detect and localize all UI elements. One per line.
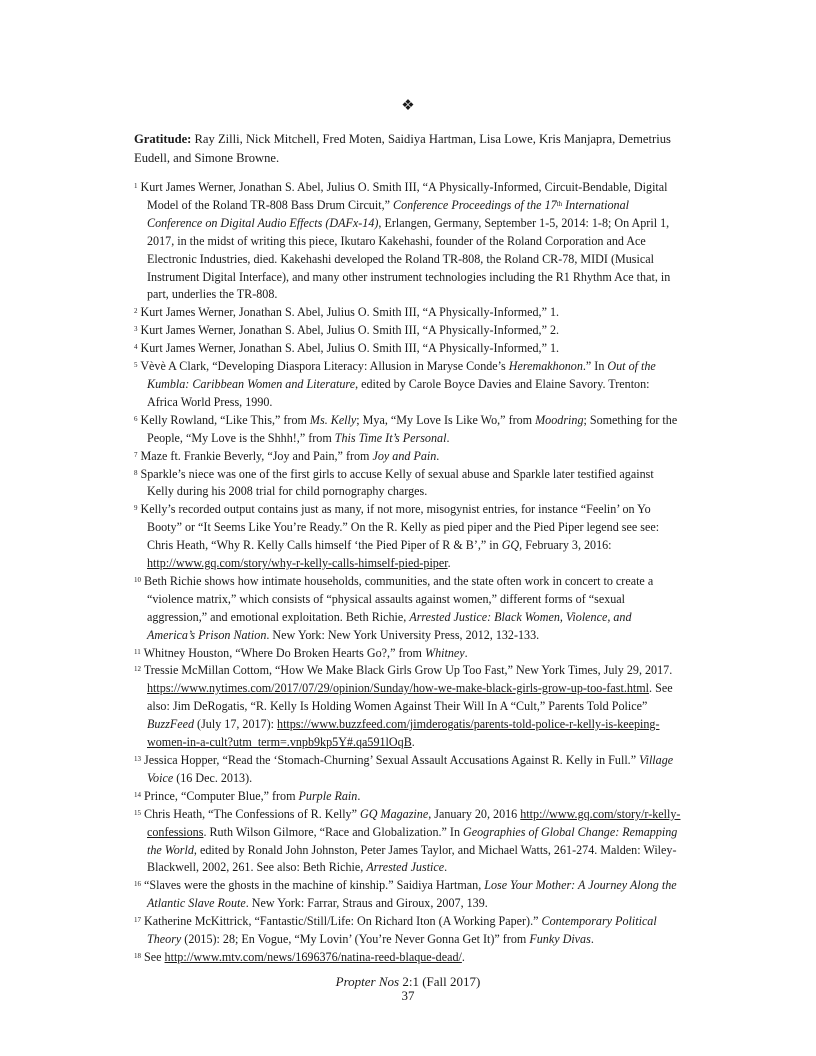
endnote-italic-title: Out of the Kumbla: Caribbean Women and Literature xyxy=(147,359,656,391)
endnote-italic-title: Heremakhonon xyxy=(508,359,583,374)
endnote-text: . xyxy=(357,788,361,803)
endnote-text: . xyxy=(446,430,450,445)
endnote-text: Kurt James Werner, Jonathan S. Abel, Julius O. Smith III, “A Physically-Informed,” 2. xyxy=(140,323,560,338)
endnote-text: Katherine McKittrick, “Fantastic/Still/Life: On Richard Iton (A Working Paper).” xyxy=(144,914,542,929)
endnote-number: 4 xyxy=(134,343,138,352)
endnote-text: , January 20, 2016 xyxy=(428,806,521,821)
endnote-italic-title: Ms. Kelly xyxy=(309,412,357,427)
endnote-2 xyxy=(134,304,682,322)
endnote-link[interactable]: http://www.gq.com/story/why-r-kelly-calls-himself-pied-piper xyxy=(147,556,448,571)
endnote-italic-title: Arrested Justice xyxy=(366,860,445,875)
endnote-text: Prince, “Computer Blue,” from xyxy=(144,788,299,803)
endnote-italic-title: Moodring xyxy=(535,412,584,427)
endnote-text: Kurt James Werner, Jonathan S. Abel, Julius O. Smith III, “A Physically-Informed, Circuit-Bendable, Digital Model of the Roland TR-808 Bass Drum Circuit,” xyxy=(140,180,668,212)
endnote-text: Sparkle’s niece was one of the first girls to accuse Kelly of sexual abuse and Sparkle later testified against Kelly during his 2008 trial for child pornography charges. xyxy=(140,466,654,499)
endnote-text: . xyxy=(447,556,451,571)
endnotes-list xyxy=(134,179,682,967)
gratitude-label: Gratitude: xyxy=(134,132,192,146)
journal-citation xyxy=(0,975,816,989)
endnote-number: 11 xyxy=(134,647,141,656)
endnote-italic-title: GQ Magazine xyxy=(360,806,429,821)
endnote-text: . See also: Jim DeRogatis, “R. Kelly Is Holding Women Against Their Will In A “Cult,” Parents Told Police” xyxy=(147,681,673,714)
endnote-italic-title: Geographies of Global Change: Remapping the World xyxy=(147,824,678,857)
endnote-text: Kelly’s recorded output contains just as many, if not more, misogynist entries, for instance “Feelin’ on Yo Booty” or “It Seems Like You’re Ready.” On the R. Kelly as pied piper and the Pied Piper legend see see: Chris Heath, “Why R. Kelly Calls himself ‘the Pied Piper of R & B’,” in xyxy=(140,502,660,553)
endnote-1 xyxy=(134,179,682,304)
endnote-text: ; Mya, “My Love Is Like Wo,” from xyxy=(356,412,536,427)
endnote-text: Whitney Houston, “Where Do Broken Hearts Go?,” from xyxy=(143,645,425,660)
endnote-italic-title: Purple Rain xyxy=(298,788,358,803)
endnote-12 xyxy=(134,662,682,752)
endnote-number: 10 xyxy=(134,575,141,584)
page-number: 37 xyxy=(401,988,415,1003)
endnote-link[interactable]: http://www.gq.com/story/r-kelly-confessions xyxy=(147,806,681,839)
endnote-number: 17 xyxy=(134,916,141,925)
page-footer xyxy=(0,975,816,1003)
endnote-text: . xyxy=(444,860,448,875)
endnote-number: 2 xyxy=(134,307,138,316)
endnote-italic-title: This Time It’s Personal xyxy=(334,430,447,445)
endnote-18 xyxy=(134,949,682,967)
endnote-number: 15 xyxy=(134,808,141,817)
endnote-text: , edited by Ronald John Johnston, Peter James Taylor, and Michael Watts, 261-274. Malden: Wiley-Blackwell, 2002, 261. See also: Beth Richie, xyxy=(147,842,677,875)
endnote-text: (16 Dec. 2013). xyxy=(173,770,253,785)
endnote-5 xyxy=(134,358,682,412)
endnote-number: 6 xyxy=(134,414,138,423)
endnote-10 xyxy=(134,573,682,645)
endnote-italic-title: Whitney xyxy=(425,645,465,660)
endnote-text: . xyxy=(461,949,465,964)
endnote-8 xyxy=(134,466,682,502)
endnote-number: 14 xyxy=(134,790,141,799)
endnote-text: Chris Heath, “The Confessions of R. Kelly” xyxy=(144,806,361,821)
endnote-italic-title: GQ xyxy=(501,538,520,553)
endnote-text: . xyxy=(411,735,415,750)
endnote-17 xyxy=(134,913,682,949)
endnote-text: .” In xyxy=(582,359,608,374)
endnote-text: Jessica Hopper, “Read the ‘Stomach-Churning’ Sexual Assault Accusations Against R. Kelly in Full.” xyxy=(144,753,640,767)
endnote-number: 8 xyxy=(134,468,138,477)
endnote-text: . xyxy=(464,645,468,660)
endnote-number: 7 xyxy=(134,450,138,459)
endnote-number: 16 xyxy=(134,880,141,889)
journal-title: Propter Nos xyxy=(335,974,400,989)
endnote-italic-title: Contemporary Political Theory xyxy=(147,914,657,947)
endnote-italic-title: Village Voice xyxy=(147,753,674,785)
endnote-text: Kurt James Werner, Jonathan S. Abel, Julius O. Smith III, “A Physically-Informed,” 1. xyxy=(140,305,560,320)
endnote-text: . Ruth Wilson Gilmore, “Race and Globalization.” In xyxy=(203,824,464,839)
endnote-11 xyxy=(134,645,682,663)
journal-issue: 2:1 (Fall 2017) xyxy=(399,974,481,989)
endnote-text: Beth Richie shows how intimate households, communities, and the state often work in concert to create a “violence matrix,” which consists of “physical assaults against women,” different forms of “sexual aggression,” and emotional exploitation. Beth Richie, xyxy=(144,573,654,624)
endnote-text: (July 17, 2017): xyxy=(194,717,278,732)
endnote-text: Tressie McMillan Cottom, “How We Make Black Girls Grow Up Too Fast,” New York Times, July 29, 2017. xyxy=(143,663,673,678)
endnote-6 xyxy=(134,412,682,448)
endnote-text: Maze ft. Frankie Beverly, “Joy and Pain,” from xyxy=(140,448,373,463)
endnote-link[interactable]: https://www.nytimes.com/2017/07/29/opinion/Sunday/how-we-make-black-girls-grow-up-too-fast.html xyxy=(147,681,650,696)
endnote-link[interactable]: http://www.mtv.com/news/1696376/natina-reed-blaque-dead/ xyxy=(164,949,462,964)
endnote-italic-title: International Conference on Digital Audio Effects (DAFx-14) xyxy=(147,197,629,230)
endnote-text: . New York: Farrar, Straus and Giroux, 2007, 139. xyxy=(245,896,488,911)
endnote-14 xyxy=(134,788,682,806)
endnote-16 xyxy=(134,877,682,913)
endnote-3 xyxy=(134,322,682,340)
endnote-italic-title: Joy and Pain xyxy=(372,448,437,463)
endnote-number: 12 xyxy=(134,665,141,674)
endnote-italic-title: Conference Proceedings of the 17 xyxy=(393,197,557,212)
endnote-text: , Erlangen, Germany, September 1-5, 2014: 1-8; On April 1, 2017, in the midst of writing this piece, Ikutaro Kakehashi, founder of the Roland Corporation and Ace Electronic Industries, died. Kakehashi developed the Roland TR-808, the Roland CR-78, MIDI (Musical Instrument Digital Interface), and many other instrument technologies including the R1 Rhythm Ace that, in part, underlies the TR-808. xyxy=(147,215,671,302)
endnote-text: Vèvè A Clark, “Developing Diaspora Literacy: Allusion in Maryse Conde’s xyxy=(140,359,509,374)
endnote-superscript: th xyxy=(556,199,563,208)
endnote-number: 5 xyxy=(134,361,138,370)
endnote-text: . xyxy=(590,932,594,947)
endnote-text: . xyxy=(436,448,440,463)
gratitude-paragraph xyxy=(134,130,682,167)
gratitude-text: Ray Zilli, Nick Mitchell, Fred Moten, Saidiya Hartman, Lisa Lowe, Kris Manjapra, Demetrius Eudell, and Simone Browne. xyxy=(134,132,671,165)
endnote-number: 1 xyxy=(134,182,138,190)
endnote-number: 13 xyxy=(134,755,141,763)
section-ornament-icon: ❖ xyxy=(401,96,415,114)
endnote-7 xyxy=(134,448,682,466)
endnote-text: ; Something for the People, “My Love is the Shhh!,” from xyxy=(147,412,678,445)
endnote-text: , edited by Carole Boyce Davies and Elaine Savory. Trenton: Africa World Press, 1990. xyxy=(147,376,650,409)
endnote-number: 18 xyxy=(134,951,141,960)
endnote-text: Kelly Rowland, “Like This,” from xyxy=(140,412,310,427)
endnote-text: . New York: New York University Press, 2012, 132-133. xyxy=(266,627,540,642)
endnote-9 xyxy=(134,501,682,573)
endnote-text: , February 3, 2016: xyxy=(519,538,612,553)
endnote-4 xyxy=(134,340,682,358)
endnote-link[interactable]: https://www.buzzfeed.com/jimderogatis/parents-told-police-r-kelly-is-keeping-women-in-a-cult?utm_term=.vnpb9kp5Y#.qa591lOqB xyxy=(147,717,660,750)
endnote-italic-title: Funky Divas xyxy=(529,932,591,947)
endnote-text: See xyxy=(144,949,165,964)
endnote-text: Kurt James Werner, Jonathan S. Abel, Julius O. Smith III, “A Physically-Informed,” 1. xyxy=(140,341,560,356)
endnote-italic-title: Arrested Justice: Black Women, Violence, and America’s Prison Nation xyxy=(147,609,632,642)
endnote-italic-title: BuzzFeed xyxy=(147,717,195,732)
endnote-13 xyxy=(134,752,682,788)
endnote-number: 9 xyxy=(134,504,138,513)
endnote-number: 3 xyxy=(134,325,138,334)
endnote-text: “Slaves were the ghosts in the machine of kinship.” Saidiya Hartman, xyxy=(144,878,485,893)
endnote-text: (2015): 28; En Vogue, “My Lovin’ (You’re Never Gonna Get It)” from xyxy=(181,932,530,947)
endnote-italic-title: Lose Your Mother: A Journey Along the Atlantic Slave Route xyxy=(147,878,677,911)
endnote-15 xyxy=(134,806,682,878)
